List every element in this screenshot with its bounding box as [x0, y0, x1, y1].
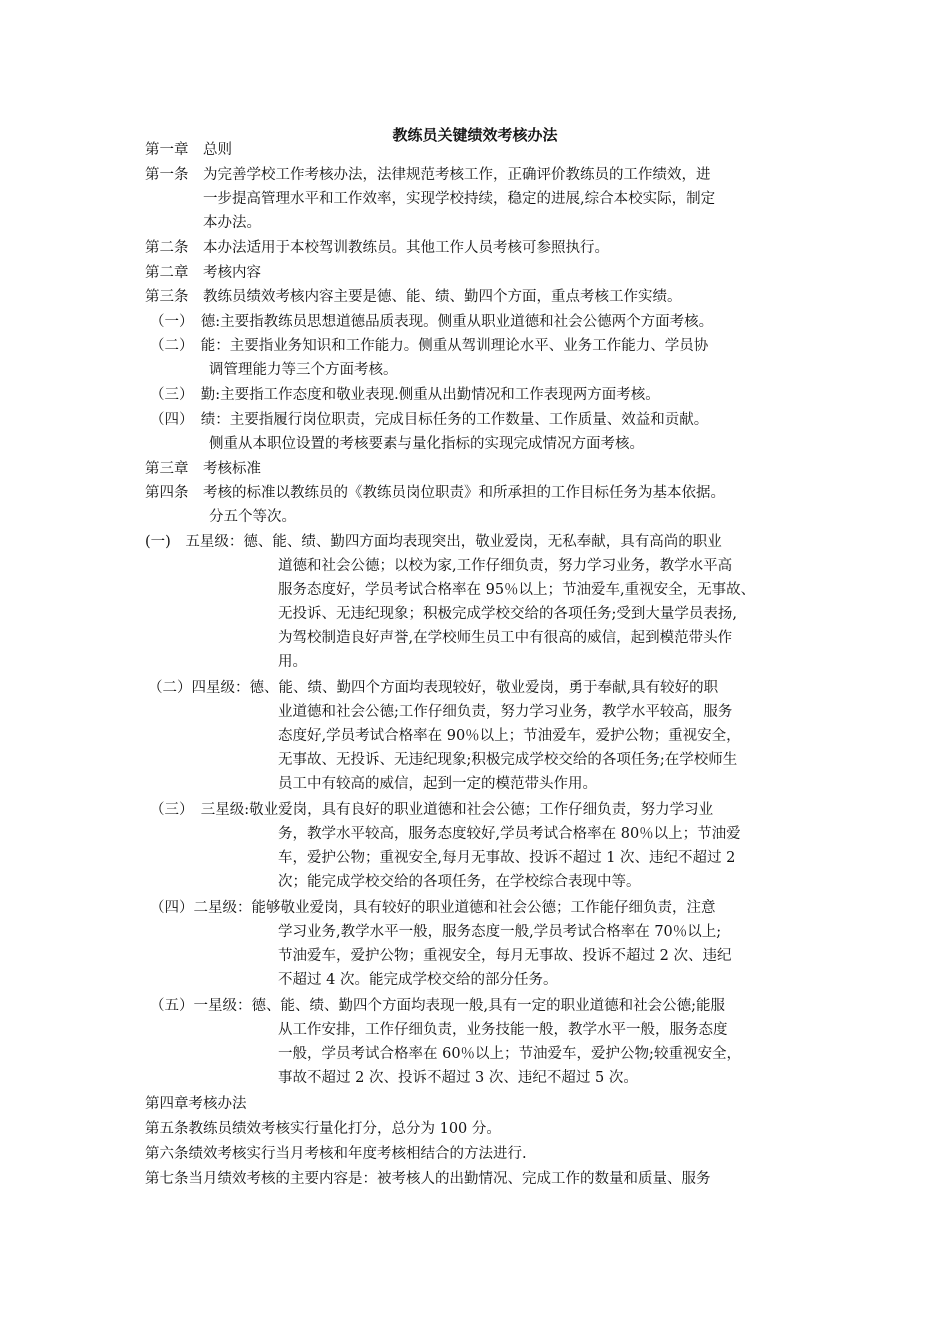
- text-line: 第二条 本办法适用于本校驾训教练员。其他工作人员考核可参照执行。: [145, 240, 609, 256]
- text-line: 服务态度好，学员考试合格率在 95％以上；节油爱车,重视安全，无事故、: [278, 582, 756, 598]
- text-line: （三） 三星级:敬业爱岗，具有良好的职业道德和社会公德；工作仔细负责，努力学习业: [150, 802, 714, 818]
- text-line: （一） 德:主要指教练员思想道德品质表现。侧重从职业道德和社会公德两个方面考核。: [150, 314, 714, 330]
- document-title: 教练员关键绩效考核办法: [392, 126, 558, 144]
- text-line: 业道德和社会公德;工作仔细负责，努力学习业务，教学水平较高，服务: [278, 704, 733, 720]
- text-line: (一) 五星级：德、能、绩、勤四方面均表现突出，敬业爱岗，无私奉献，具有高尚的职业: [145, 534, 722, 550]
- text-line: 车，爱护公物；重视安全,每月无事故、投诉不超过 1 次、违纪不超过 2: [278, 850, 736, 866]
- text-line: 第二章 考核内容: [145, 265, 261, 281]
- text-line: 一般，学员考试合格率在 60％以上；节油爱车，爱护公物;较重视安全，: [278, 1046, 741, 1062]
- text-line: 次；能完成学校交给的各项任务，在学校综合表现中等。: [278, 874, 641, 890]
- text-line: （四） 绩：主要指履行岗位职责，完成目标任务的工作数量、工作质量、效益和贡献。: [150, 412, 709, 428]
- text-line: 第四条 考核的标准以教练员的《教练员岗位职责》和所承担的工作目标任务为基本依据。: [145, 485, 725, 501]
- text-line: 分五个等次。: [209, 509, 296, 525]
- text-line: 为驾校制造良好声誉,在学校师生员工中有很高的威信，起到模范带头作: [278, 630, 733, 646]
- text-line: 学习业务,教学水平一般，服务态度一般,学员考试合格率在 70％以上;: [278, 924, 722, 940]
- text-line: （四）二星级：能够敬业爱岗，具有较好的职业道德和社会公德；工作能仔细负责，注意: [150, 900, 716, 916]
- text-line: （二）四星级：德、能、绩、勤四个方面均表现较好，敬业爱岗，勇于奉献,具有较好的职: [148, 680, 719, 696]
- text-line: （二） 能：主要指业务知识和工作能力。侧重从驾训理论水平、业务工作能力、学员协: [150, 338, 709, 354]
- text-line: 无投诉、无违纪现象；积极完成学校交给的各项任务;受到大量学员表扬,: [278, 606, 737, 622]
- text-line: 第六条绩效考核实行当月考核和年度考核相结合的方法进行.: [145, 1146, 527, 1162]
- text-line: 无事故、无投诉、无违纪现象;积极完成学校交给的各项任务;在学校师生: [278, 752, 738, 768]
- text-line: 用。: [278, 654, 307, 670]
- text-line: 第一条 为完善学校工作考核办法，法律规范考核工作，正确评价教练员的工作绩效，进: [145, 167, 711, 183]
- text-line: 不超过 4 次。能完成学校交给的部分任务。: [278, 972, 558, 988]
- text-line: 从工作安排，工作仔细负责，业务技能一般，教学水平一般，服务态度: [278, 1022, 728, 1038]
- text-line: 第三条 教练员绩效考核内容主要是德、能、绩、勤四个方面，重点考核工作实绩。: [145, 289, 682, 305]
- text-line: 本办法。: [203, 215, 261, 231]
- text-line: （五）一星级：德、能、绩、勤四个方面均表现一般,具有一定的职业道德和社会公德;能服: [150, 998, 725, 1014]
- text-line: 第五条教练员绩效考核实行量化打分，总分为 100 分。: [145, 1121, 501, 1137]
- text-line: 第三章 考核标准: [145, 461, 261, 477]
- text-line: 第四章考核办法: [145, 1096, 247, 1112]
- text-line: 节油爱车，爱护公物；重视安全，每月无事故、投诉不超过 2 次、违纪: [278, 948, 732, 964]
- text-line: 员工中有较高的威信，起到一定的模范带头作用。: [278, 776, 597, 792]
- text-line: 调管理能力等三个方面考核。: [209, 362, 398, 378]
- text-line: 一步提高管理水平和工作效率，实现学校持续，稳定的进展,综合本校实际，制定: [203, 191, 716, 207]
- text-line: 第一章 总则: [145, 142, 232, 158]
- text-line: 务，教学水平较高，服务态度较好,学员考试合格率在 80％以上；节油爱: [278, 826, 741, 842]
- text-line: 道德和社会公德；以校为家,工作仔细负责，努力学习业务，教学水平高: [278, 558, 733, 574]
- text-line: 态度好,学员考试合格率在 90％以上；节油爱车，爱护公物；重视安全，: [278, 728, 741, 744]
- text-line: 事故不超过 2 次、投诉不超过 3 次、违纪不超过 5 次。: [278, 1070, 638, 1086]
- text-line: 侧重从本职位设置的考核要素与量化指标的实现完成情况方面考核。: [209, 436, 644, 452]
- text-line: 第七条当月绩效考核的主要内容是：被考核人的出勤情况、完成工作的数量和质量、服务: [145, 1171, 711, 1187]
- text-line: （三） 勤:主要指工作态度和敬业表现.侧重从出勤情况和工作表现两方面考核。: [150, 387, 660, 403]
